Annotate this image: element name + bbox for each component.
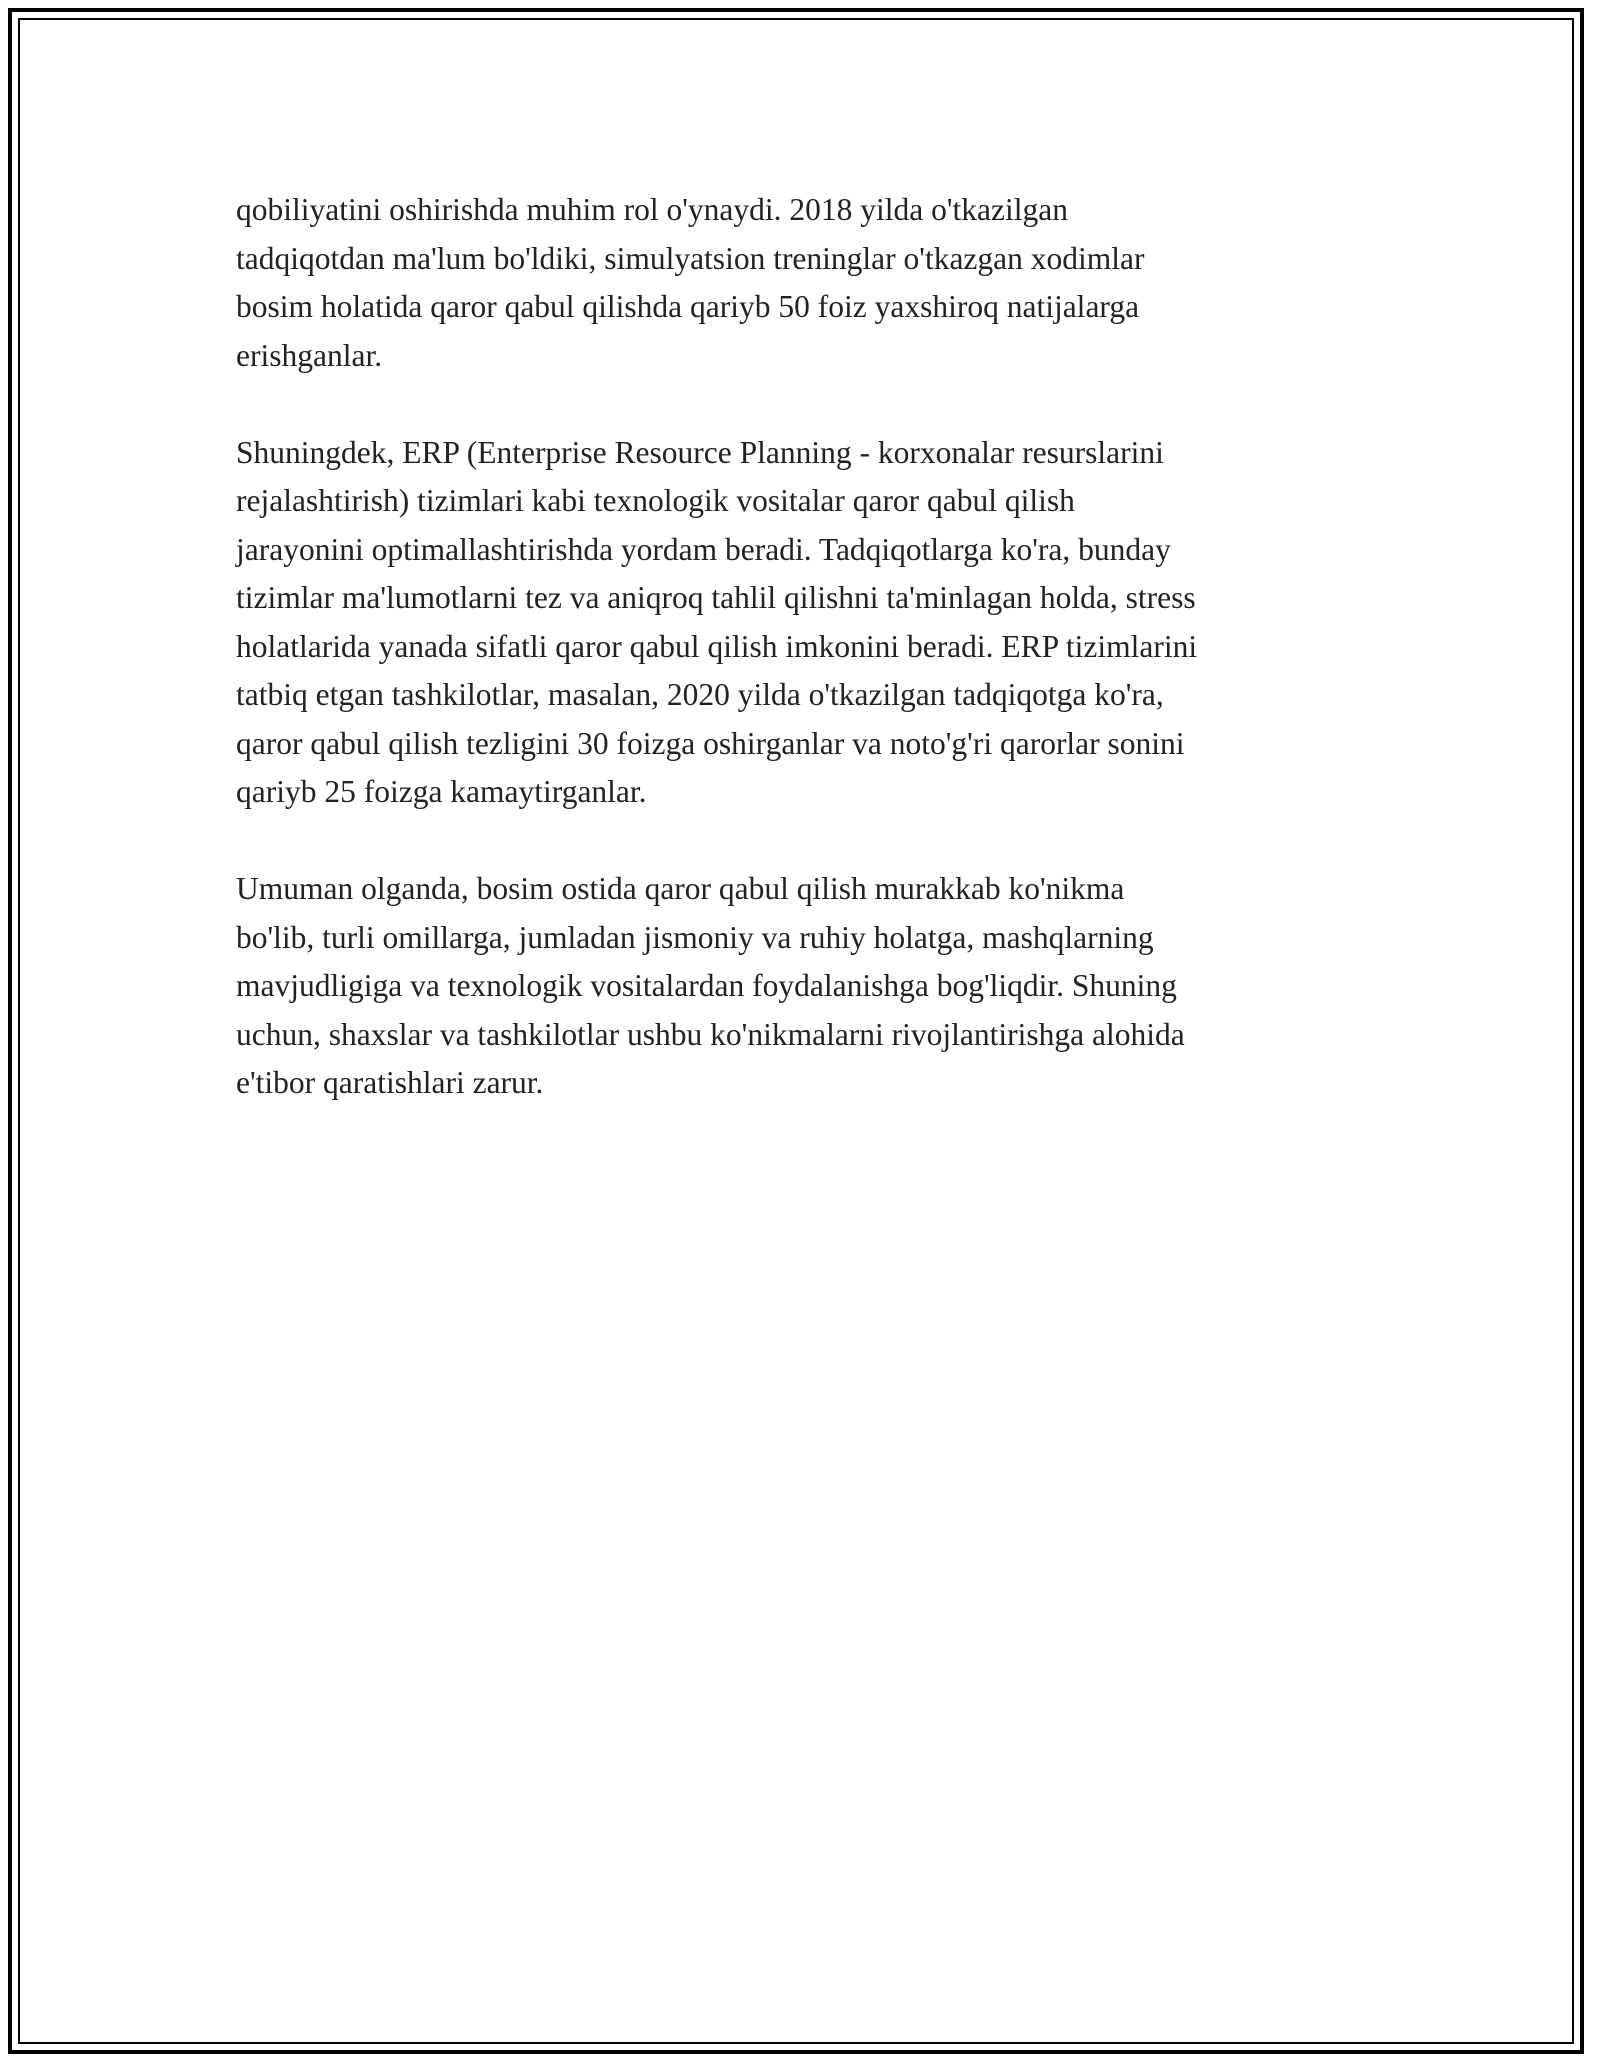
text-line: uchun, shaxslar va tashkilotlar ushbu ko'nikmalarni rivojlantirishga alohida (236, 1016, 1185, 1052)
text-line: erishganlar. (236, 337, 383, 373)
text-line: e'tibor qaratishlari zarur. (236, 1065, 544, 1100)
text-line: qaror qabul qilish tezligini 30 foizga oshirganlar va noto'g'ri qarorlar sonini (236, 725, 1185, 761)
text-line: Shuningdek, ERP (Enterprise Resource Planning - korxonalar resurslarini (236, 434, 1164, 470)
text-line: tadqiqotdan ma'lum bo'ldiki, simulyatsion treninglar o'tkazgan xodimlar (236, 240, 1145, 276)
text-line: rejalashtirish) tizimlari kabi texnologik vositalar qaror qabul qilish (236, 483, 1075, 518)
text-line: holatlarida yanada sifatli qaror qabul qilish imkonini beradi. ERP tizimlarini (236, 628, 1198, 664)
text-line: Umuman olganda, bosim ostida qaror qabul qilish murakkab ko'nikma (236, 871, 1125, 906)
text-line: tizimlar ma'lumotlarni tez va aniqroq tahlil qilishni ta'minlagan holda, stress (236, 580, 1196, 615)
paragraph-3 (236, 865, 1366, 1108)
text-line: bosim holatida qaror qabul qilishda qariyb 50 foiz yaxshiroq natijalarga (236, 289, 1140, 324)
document-body (236, 186, 1366, 1156)
text-line: jarayonini optimallashtirishda yordam beradi. Tadqiqotlarga ko'ra, bunday (236, 531, 1171, 567)
text-line: qariyb 25 foizga kamaytirganlar. (236, 774, 647, 809)
paragraph-1 (236, 186, 1366, 380)
text-line: mavjudligiga va texnologik vositalardan foydalanishga bog'liqdir. Shuning (236, 968, 1177, 1003)
text-line: qobiliyatini oshirishda muhim rol o'ynaydi. 2018 yilda o'tkazilgan (236, 192, 1068, 227)
paragraph-2 (236, 429, 1366, 817)
text-line: bo'lib, turli omillarga, jumladan jismoniy va ruhiy holatga, mashqlarning (236, 919, 1154, 955)
text-line: tatbiq etgan tashkilotlar, masalan, 2020 yilda o'tkazilgan tadqiqotga ko'ra, (236, 677, 1164, 712)
